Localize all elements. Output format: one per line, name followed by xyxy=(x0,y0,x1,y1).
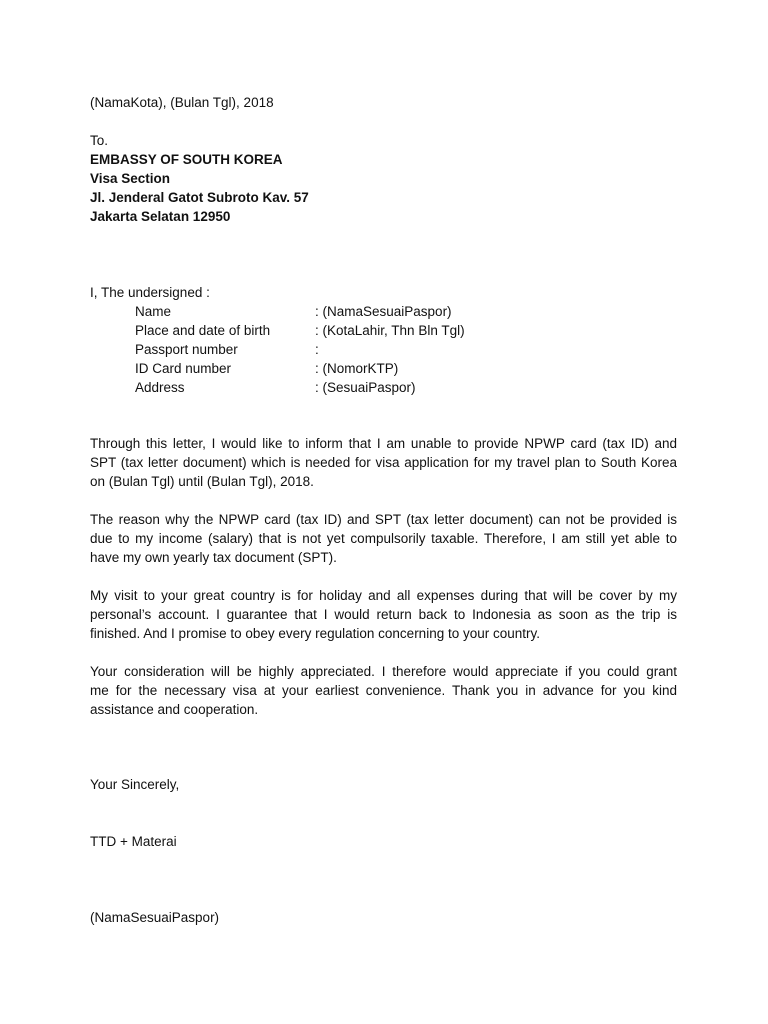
field-value-name: : (NamaSesuaiPaspor) xyxy=(315,304,452,319)
paragraph-3 xyxy=(90,586,677,643)
paragraph-1 xyxy=(90,434,677,491)
recipient-to: To. xyxy=(90,133,109,148)
paragraph-line: due to my income (salary) that is not yet compulsorily taxable. Therefore, I am still yet able to xyxy=(90,531,677,546)
paragraph-line: personal’s account. I guarantee that I would return back to Indonesia as soon as the trip is xyxy=(90,607,677,622)
paragraph-line: assistance and cooperation. xyxy=(90,702,259,717)
field-label-address: Address xyxy=(135,380,185,395)
recipient-section: Visa Section xyxy=(90,171,171,186)
field-label-id-card: ID Card number xyxy=(135,361,232,376)
paragraph-line: The reason why the NPWP card (tax ID) and SPT (tax letter document) can not be provided is xyxy=(90,512,677,527)
recipient-embassy: EMBASSY OF SOUTH KOREA xyxy=(90,152,283,167)
recipient-city: Jakarta Selatan 12950 xyxy=(90,209,231,224)
paragraph-line: Your consideration will be highly appreciated. I therefore would appreciate if you could grant xyxy=(90,664,677,679)
closing-salutation: Your Sincerely, xyxy=(90,777,180,792)
field-label-passport: Passport number xyxy=(135,342,238,357)
field-label-birth: Place and date of birth xyxy=(135,323,271,338)
recipient-street: Jl. Jenderal Gatot Subroto Kav. 57 xyxy=(90,190,309,205)
signer-name: (NamaSesuaiPaspor) xyxy=(90,910,220,925)
paragraph-line: finished. And I promise to obey every regulation concerning to your country. xyxy=(90,626,541,641)
paragraph-line: My visit to your great country is for holiday and all expenses during that will be cover by my xyxy=(90,588,677,603)
intro-line: I, The undersigned : xyxy=(90,285,210,300)
paragraph-line: have my own yearly tax document (SPT). xyxy=(90,550,337,565)
paragraph-line: SPT (tax letter document) which is needed for visa application for my travel plan to South Korea xyxy=(90,455,677,470)
paragraph-line: me for the necessary visa at your earliest convenience. Thank you in advance for you kind xyxy=(90,683,677,698)
paragraph-line: on (Bulan Tgl) until (Bulan Tgl), 2018. xyxy=(90,474,314,489)
paragraph-2 xyxy=(90,510,677,567)
field-label-name: Name xyxy=(135,304,172,319)
date-line: (NamaKota), (Bulan Tgl), 2018 xyxy=(90,95,274,110)
field-value-passport: : xyxy=(315,342,319,357)
field-value-address: : (SesuaiPaspor) xyxy=(315,380,416,395)
field-value-birth: : (KotaLahir, Thn Bln Tgl) xyxy=(315,323,465,338)
paragraph-4 xyxy=(90,662,677,719)
signature-note: TTD + Materai xyxy=(90,834,177,849)
paragraph-line: Through this letter, I would like to inform that I am unable to provide NPWP card (tax ID) and xyxy=(90,436,677,451)
field-value-id-card: : (NomorKTP) xyxy=(315,361,399,376)
